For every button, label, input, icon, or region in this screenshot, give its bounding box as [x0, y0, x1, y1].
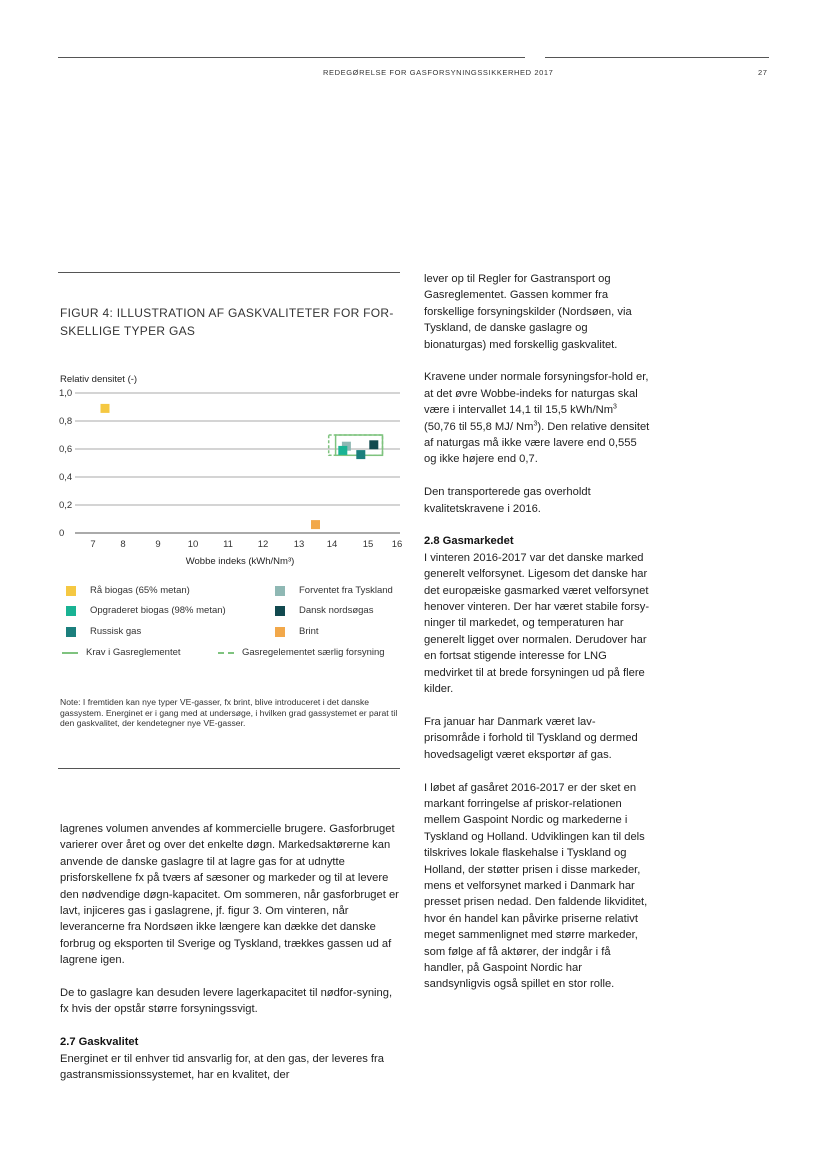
paragraph: lever op til Regler for Gastransport og Gasreglementet. Gassen kommer fra forskellige forsyningskilder (Nordsøen, via Tyskland, de danske gaslagre og bionaturgas) med forskellig gaskvalitet.	[424, 273, 632, 351]
text-span: Kravene under normale forsyningsfor-hold er, at det øvre Wobbe-indeks for naturgas skal være i intervallet 14,1 til 15,5 kWh/Nm	[424, 371, 649, 417]
y-tick-label: 0,8	[59, 416, 73, 427]
superscript: 3	[613, 403, 617, 411]
legend-item-russian-gas	[66, 626, 141, 637]
data-point	[338, 446, 347, 455]
legend-swatch	[275, 627, 285, 637]
legend-swatch	[275, 606, 285, 616]
x-tick-label: 9	[155, 539, 161, 550]
x-tick-label: 11	[223, 539, 233, 550]
figure-title: FIGUR 4: ILLUSTRATION AF GASKVALITETER FOR FOR-SKELLIGE TYPER GAS	[60, 306, 394, 338]
page-number: 27	[758, 68, 768, 77]
data-point	[311, 520, 320, 529]
legend-swatch	[66, 606, 76, 616]
legend-item-upgraded-biogas	[66, 605, 226, 616]
paragraph: I løbet af gasåret 2016-2017 er der sket en markant forringelse af priskor-relationen mellem Gaspoint Nordic og markederne i Tyskland og Holland. Udviklingen kan til dels tilskrives lokale flaskehalse i Tyskland og Holland, der støtter prisen i disse markeder, mens et velforsynet marked i Danmark har presset prisen nedad. Den faldende likviditet, hvor én handel kan påvirke priserne relativt meget sammenlignet med større markeder, som følge af få aktører, der indgår i få handler, på Gaspoint Nordic har sandsynligvis også spillet en stor rolle.	[424, 781, 648, 991]
section-heading: 2.8 Gasmarkedet	[424, 535, 514, 548]
paragraph: I vinteren 2016-2017 var det danske marked generelt velforsynet. Ligesom det danske har det europæiske gasmarked været velforsynet henover vinteren. Der har været stabile forsy-ninger til markedet, og temperaturen har generelt ligget over normalen. Derudover har en fortsat stigende interesse for LNG medvirket til at brede forsyningen ud på flere kilder.	[424, 551, 650, 696]
y-tick-label: 0	[59, 528, 65, 539]
y-tick-label: 0,2	[59, 500, 73, 511]
x-tick-label: 12	[257, 539, 269, 550]
legend-label: Russisk gas	[90, 626, 142, 637]
paragraph: De to gaslagre kan desuden levere lagerkapacitet til nødfor-syning, fx hvis der opstår større forsyningssvigt.	[60, 987, 393, 1016]
header-rule-right	[545, 57, 769, 58]
y-tick-label: 0,6	[59, 444, 73, 455]
legend-line-solid	[62, 652, 78, 654]
right-column	[424, 271, 650, 993]
y-tick-label: 1,0	[59, 388, 73, 399]
data-point	[356, 450, 365, 459]
legend-label: Opgraderet biogas (98% metan)	[90, 605, 226, 616]
chart-y-axis-label: Relativ densitet (-)	[60, 374, 138, 385]
legend-swatch	[66, 586, 76, 596]
legend-item-hydrogen	[275, 626, 319, 637]
x-tick-label: 16	[391, 539, 403, 550]
scatter-chart	[55, 385, 405, 570]
legend-line-dashed	[218, 652, 234, 654]
legend-item-raw-biogas	[66, 585, 190, 596]
paragraph: Energinet er til enhver tid ansvarlig for, at den gas, der leveres fra gastransmissionssystemet, har en kvalitet, der	[60, 1052, 384, 1082]
x-tick-label: 13	[293, 539, 305, 550]
figure-top-rule	[58, 272, 400, 273]
legend-label: Gasregelementet særlig forsyning	[242, 647, 385, 658]
running-header: REDEGØRELSE FOR GASFORSYNINGSSIKKERHED 2017	[323, 68, 554, 77]
legend-label: Dansk nordsøgas	[299, 605, 374, 616]
paragraph: lagrenes volumen anvendes af kommercielle brugere. Gasforbruget varierer over året og over det enkelte døgn. Markedsaktørerne kan anvende de danske gaslagre til at lagre gas for at udnytte prisforskellene fx på tværs af sæsoner og markeder og til at levere den nødvendige døgn-kapacitet. Om sommeren, når gasforbruget er lavt, injiceres gas i gaslagrene, jf. figur 3. Om vinteren, når leverancerne fra Nordsøen ikke længere kan dække det danske forbrug og eksporten til Sverige og Tyskland, trækkes gassen ud af lagrene igen.	[60, 823, 399, 967]
data-point	[101, 404, 110, 413]
x-tick-label: 8	[120, 539, 126, 550]
legend-label: Rå biogas (65% metan)	[90, 585, 190, 596]
figure-note: Note: I fremtiden kan nye typer VE-gasser, fx brint, blive introduceret i det danske gassystem. Energinet er i gang med at undersøge, i hvilken grad gassystemet er parat til den gaskvalitet, der kendetegner nye VE-gasser.	[60, 697, 398, 728]
x-tick-label: 7	[90, 539, 96, 550]
x-tick-label: 15	[362, 539, 374, 550]
legend-item-germany	[275, 585, 393, 596]
text-span: (50,76 til 55,8 MJ/ Nm	[424, 420, 534, 433]
legend-label: Brint	[299, 626, 319, 637]
legend-swatch	[275, 586, 285, 596]
left-column	[60, 821, 402, 1083]
legend-item-special-supply	[218, 647, 385, 658]
legend-item-north-sea-gas	[275, 605, 373, 616]
paragraph: Den transporterede gas overholdt kvalitetskravene i 2016.	[424, 486, 591, 515]
x-tick-label: 10	[187, 539, 199, 550]
paragraph: Fra januar har Danmark været lav-prisområde i forhold til Tyskland og dermed hovedsageligt været eksportør af gas.	[424, 715, 638, 761]
legend-label: Krav i Gasreglementet	[86, 647, 181, 658]
legend-swatch	[66, 627, 76, 637]
header-rule-left	[58, 57, 525, 58]
text-span: ). Den relative densitet af naturgas må ikke være lavere end 0,555 og ikke højere end 0,7.	[424, 420, 650, 466]
data-point	[369, 440, 378, 449]
legend-label: Forventet fra Tyskland	[299, 585, 393, 596]
superscript: 3	[533, 419, 538, 427]
paragraph	[424, 369, 650, 467]
legend-item-requirement	[62, 647, 181, 658]
x-tick-label: 14	[326, 539, 338, 550]
figure-bottom-rule	[58, 768, 400, 769]
y-tick-label: 0,4	[59, 472, 73, 483]
x-axis-label: Wobbe indeks (kWh/Nm³)	[185, 556, 295, 567]
section-heading: 2.7 Gaskvalitet	[60, 1036, 139, 1049]
